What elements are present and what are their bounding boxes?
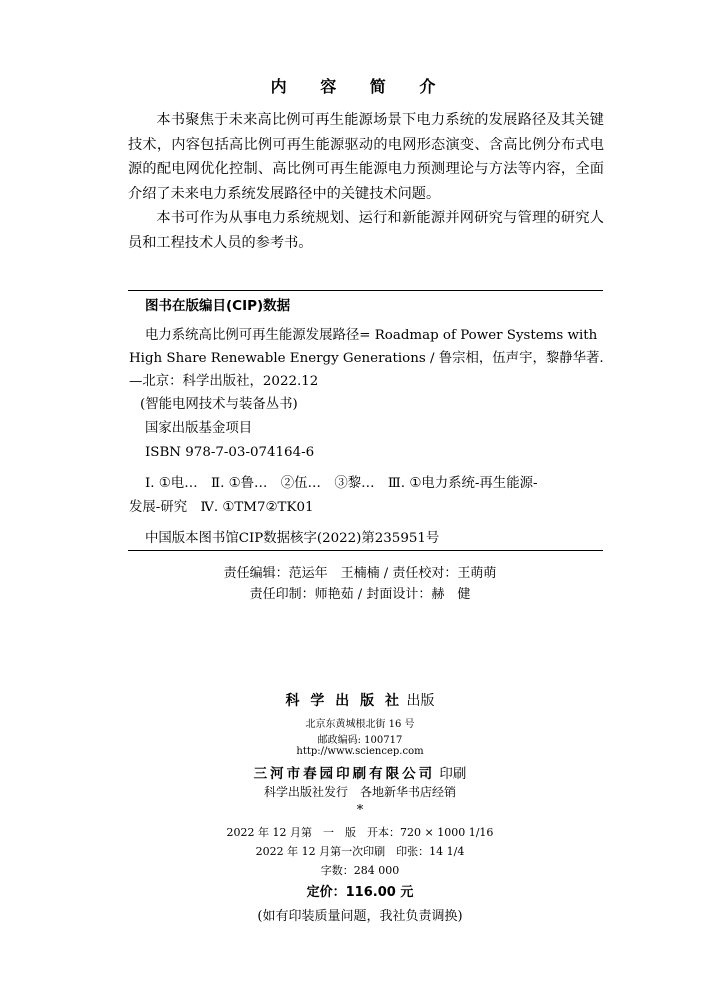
cip-line-classification: Ⅰ. ①电… Ⅱ. ①鲁… ②伍… ③黎… Ⅲ. ①电力系统-再生能源- [145, 476, 538, 491]
printer-suffix: 印刷 [439, 766, 467, 782]
intro-paragraph-2: 本书可作为从事电力系统规划、运行和新能源并网研究与管理的研究人员和工程技术人员的参考书。 [128, 210, 604, 251]
cip-bottom-rule [128, 550, 603, 551]
separator-star: * [356, 803, 364, 818]
cip-line-series: (智能电网技术与装备丛书) [140, 397, 298, 412]
publisher-suffix: 出版 [406, 693, 435, 709]
cip-top-rule [128, 290, 603, 291]
quality-note: (如有印装质量问题，我社负责调换) [257, 909, 463, 924]
cip-line-classification-cont: 发展-研究 Ⅳ. ①TM7②TK01 [129, 500, 314, 515]
cip-line-isbn: ISBN 978-7-03-074164-6 [145, 445, 315, 460]
printer-name: 三河市春园印刷有限公司 [253, 766, 436, 782]
intro-text [128, 108, 604, 256]
publisher-postcode: 邮政编码: 100717 [317, 735, 403, 746]
cip-line-number: 中国版本图书馆CIP数据核字(2022)第235951号 [145, 531, 440, 546]
cip-line-publisher: —北京：科学出版社，2022.12 [129, 374, 319, 389]
publisher-name: 科 学 出 版 社 [285, 693, 403, 709]
publisher-line [0, 690, 720, 710]
publisher-address: 北京东黄城根北街 16 号 [305, 719, 415, 730]
intro-paragraph-1: 本书聚焦于未来高比例可再生能源场景下电力系统的发展路径及其关键技术，内容包括高比例可再生能源驱动的电网形态演变、含高比例分布式电源的配电网优化控制、高比例可再生能源电力预测理论与方法等内容，全面介绍了未来电力系统发展路径中的关键技术问题。 [128, 112, 604, 202]
wordcount-line: 字数：284 000 [320, 864, 400, 877]
publisher-url: http://www.sciencep.com [296, 746, 424, 757]
price-line: 定价：116.00 元 [306, 885, 414, 900]
cip-line-title: 电力系统高比例可再生能源发展路径= Roadmap of Power Systems with [145, 328, 598, 343]
credits-editors: 责任编辑：范运年 王楠楠 / 责任校对：王萌萌 [223, 566, 497, 581]
printer-line [0, 762, 720, 782]
credits-printing: 责任印制：师艳茹 / 封面设计：赫 健 [249, 587, 471, 602]
intro-title: 内 容 简 介 [270, 77, 450, 96]
cip-title: 图书在版编目(CIP)数据 [145, 298, 291, 314]
edition-line: 2022 年 12 月第 一 版 开本：720 × 1000 1/16 [226, 826, 494, 839]
cip-line-fund: 国家出版基金项目 [145, 421, 253, 436]
distribution-line: 科学出版社发行 各地新华书店经销 [263, 785, 456, 799]
printing-line: 2022 年 12 月第一次印刷 印张：14 1/4 [255, 845, 465, 858]
cip-line-authors: High Share Renewable Energy Generations / 鲁宗相，伍声宇，黎静华著. [129, 351, 604, 366]
